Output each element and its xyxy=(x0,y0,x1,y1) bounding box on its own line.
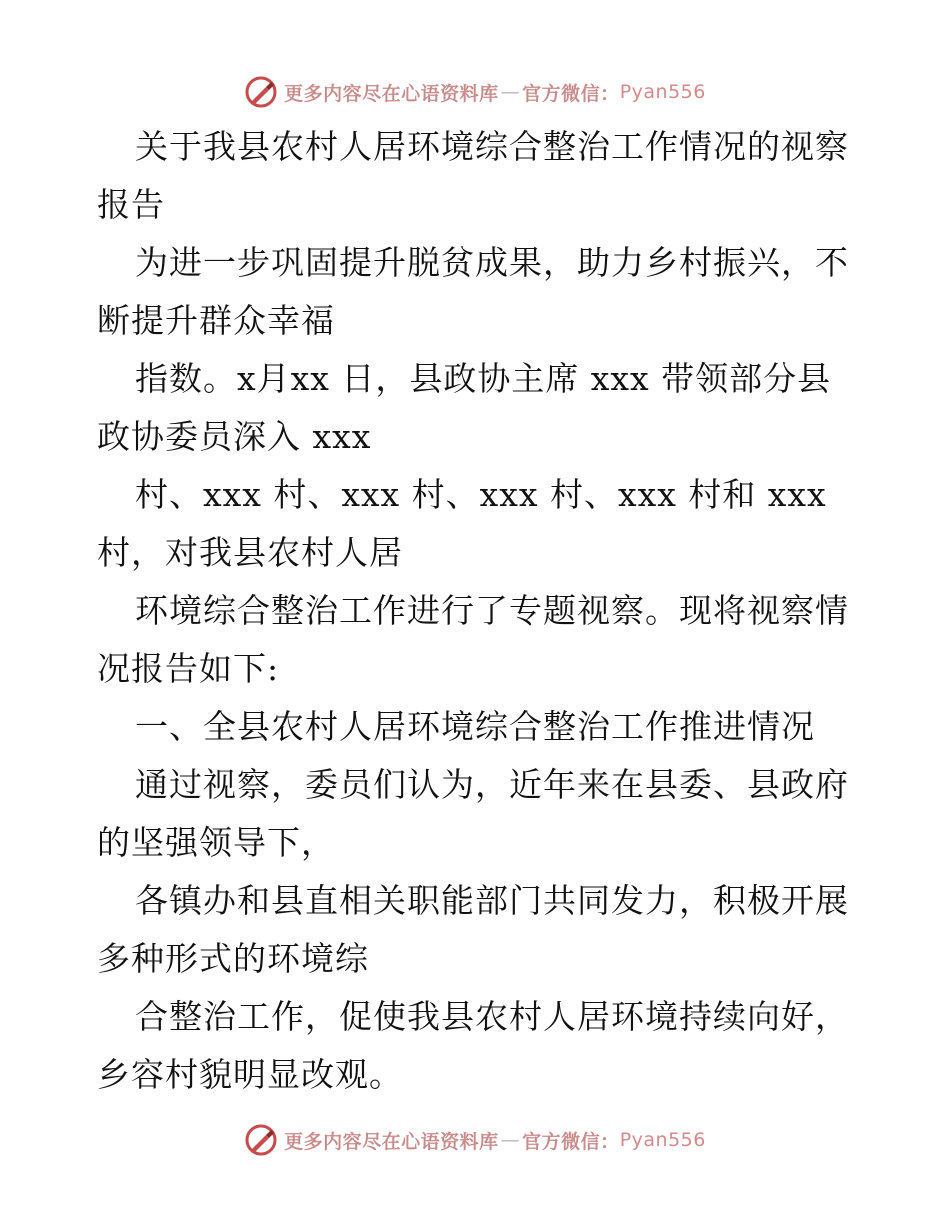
paragraph: 各镇办和县直相关职能部门共同发力，积极开展多种形式的环境综 xyxy=(97,881,849,978)
document-body xyxy=(97,118,857,1104)
watermark-wechat-id: Pyan556 xyxy=(619,81,706,103)
watermark-wechat-label: 官方微信： xyxy=(522,82,620,105)
watermark-dash: — xyxy=(500,81,521,103)
pen-logo-icon xyxy=(244,1123,278,1157)
section-heading: 一、全县农村人居环境综合整治工作推进情况 xyxy=(135,707,815,746)
paragraph: 指数。x月xx 日，县政协主席 xxx 带领部分县政协委员深入 xxx xyxy=(97,359,832,456)
report-title: 关于我县农村人居环境综合整治工作情况的视察报告 xyxy=(97,127,849,224)
watermark-text: 更多内容尽在心语资料库 xyxy=(284,82,499,105)
watermark-dash: — xyxy=(500,1129,521,1151)
pen-logo-icon xyxy=(244,75,278,109)
paragraph: 村、xxx 村、xxx 村、xxx 村、xxx 村和 xxx 村，对我县农村人居 xyxy=(97,475,827,572)
watermark-wechat-label: 官方微信： xyxy=(522,1130,620,1153)
paragraph: 环境综合整治工作进行了专题视察。现将视察情况报告如下: xyxy=(97,591,849,688)
paragraph: 通过视察，委员们认为，近年来在县委、县政府的坚强领导下， xyxy=(97,765,849,862)
watermark-text: 更多内容尽在心语资料库 xyxy=(284,1130,499,1153)
paragraph: 为进一步巩固提升脱贫成果，助力乡村振兴，不断提升群众幸福 xyxy=(97,243,849,340)
watermark-wechat-id: Pyan556 xyxy=(619,1129,706,1151)
footer-watermark xyxy=(0,1120,950,1160)
paragraph: 合整治工作，促使我县农村人居环境持续向好，乡容村貌明显改观。 xyxy=(97,997,849,1094)
header-watermark xyxy=(0,72,950,112)
